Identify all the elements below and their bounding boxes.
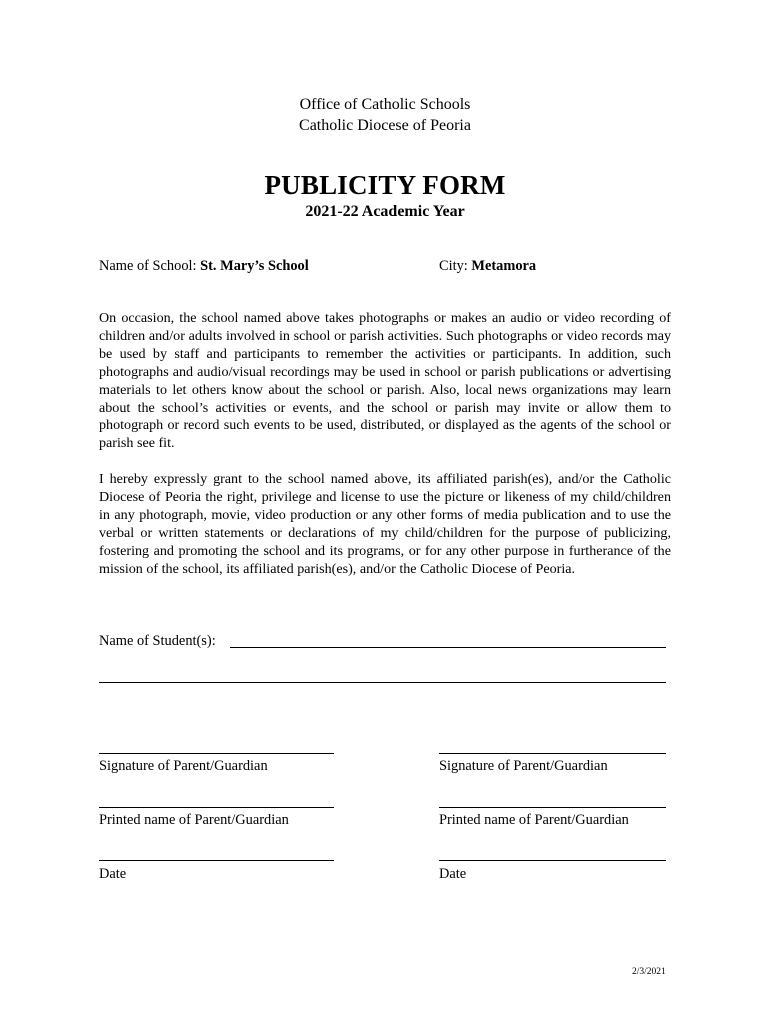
printed-name-label-right: Printed name of Parent/Guardian [439,812,629,828]
printed-name-line-left[interactable] [99,807,334,808]
office-heading: Office of Catholic Schools [299,96,471,113]
signature-line-right[interactable] [439,753,666,754]
date-line-left[interactable] [99,860,334,861]
date-label-right: Date [439,866,467,882]
date-line-right[interactable] [439,860,666,861]
school-label: Name of School: [99,258,197,274]
school-field [99,257,309,275]
signature-label-left: Signature of Parent/Guardian [99,758,268,774]
academic-year: 2021-22 Academic Year [305,203,465,220]
city-field [439,257,536,275]
city-value: Metamora [471,258,537,274]
consent-paragraph-1: On occasion, the school named above takes photographs or makes an audio or video recording of children and/or adults involved in school or parish activities. Such photographs or video records may be used by staff and participants to remember the activities or participants. In addition, such photographs and audio/visual recordings may be used in school or parish publications or advertising materials to let others know about the school or parish. Also, local news organizations may learn about the school’s activities or events, and the school or parish may invite or allow them to photograph or record such events to be used, distributed, or displayed as the agents of the school or parish see fit. [99,310,671,452]
student-name-line-2[interactable] [99,682,666,683]
signature-label-right: Signature of Parent/Guardian [439,758,608,774]
city-label: City: [439,258,468,274]
diocese-heading: Catholic Diocese of Peoria [299,117,471,134]
form-title: PUBLICITY FORM [264,170,506,200]
student-name-label: Name of Student(s): [99,633,216,649]
printed-name-label-left: Printed name of Parent/Guardian [99,812,289,828]
signature-line-left[interactable] [99,753,334,754]
student-name-line[interactable] [230,647,666,648]
school-value: St. Mary’s School [200,258,309,274]
footer-date: 2/3/2021 [632,967,666,977]
date-label-left: Date [99,866,127,882]
consent-paragraph-2: I hereby expressly grant to the school named above, its affiliated parish(es), and/or the Catholic Diocese of Peoria the right, privilege and license to use the picture or likeness of my child/children in any photograph, movie, video production or any other forms of media publication and to use the verbal or written statements or declarations of my child/children for the purpose of publicizing, fostering and promoting the school and its programs, or for any other purpose in furtherance of the mission of the school, its affiliated parish(es), and/or the Catholic Diocese of Peoria. [99,471,671,577]
printed-name-line-right[interactable] [439,807,666,808]
